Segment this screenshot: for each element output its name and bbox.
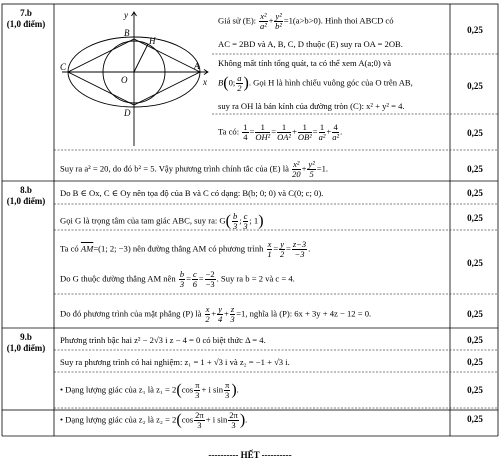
label-a: A (194, 61, 200, 71)
q7-r1-text-g: =1(a>b>0). Hình thoi ABCD có (283, 15, 394, 26)
q8-row4-line: Do đó phương trình của mặt phẳng (P) là $\frac{x}{2}$ + $\frac{y}{4}$ + $\frac{z}{3}$ =1, nghĩa là (P): 6x + 3y + 4z − 12 = 0. (60, 304, 372, 324)
q9-label (0, 332, 52, 354)
q7-row4-score: 0,25 (467, 164, 483, 174)
q9-row4-score: 0,25 (467, 414, 483, 424)
label-c: C (60, 62, 67, 72)
q7-label (0, 8, 52, 30)
q9-row2-score: 0,25 (467, 357, 483, 367)
label-y: y (124, 10, 128, 20)
q9-points: (1,0 điểm) (6, 343, 46, 353)
q8-label (0, 185, 52, 207)
q8-row1-score: 0,25 (467, 188, 483, 198)
q7-row2-line1: Không mất tính tổng quát, ta có thể xem A(a;0) và (218, 58, 392, 68)
q7-row1-line2: AC = 2BD và A, B, C, D thuộc (E) suy ra OA = 2OB. (218, 39, 403, 49)
q7-row2-line2: B(0; $\frac{a}{2}$ ). Gọi H là hình chiếu vuông góc của O trên AB, (218, 73, 413, 93)
q9-row3-line: • Dạng lượng giác của z₁ là z₁ = 2(cos $\frac{\pi}{3}$ + i sin $\frac{\pi}{3}$ ). (60, 380, 239, 400)
q7-points: (1,0 điểm) (6, 19, 46, 29)
ellipse-rhombus-figure (58, 6, 210, 148)
q7-row4-line: Suy ra a² = 20, do đó b² = 5. Vậy phương trình chính tắc của (E) là $\frac{\text{x²}}{20}$ + $\frac{\text{y²}}{5}$ =1. (60, 159, 329, 179)
q7-r1-plus: + (268, 15, 274, 26)
segment-oh (134, 44, 148, 72)
document-end-marker: ---------- HẾT ---------- (208, 450, 292, 460)
q8-row2-score: 0,25 (467, 213, 483, 223)
q7-row3-line: Ta có: $\frac{1}{4}$ = $\frac{1}{\text{OH²}}$ = $\frac{1}{\text{OA²}}$ + $\frac{1}{\text{OB²}}$ = $\frac{1}{\text{a²}}$ + $\frac{4}{\text{a²}}$ . (218, 122, 343, 142)
q7-r1-text-a: Giả sử (E): (218, 15, 257, 26)
q9-row1-line: Phương trình bậc hai z² − 2√3 i z − 4 = 0 có biệt thức Δ = 4. (60, 335, 266, 345)
q8-row4-score: 0,25 (467, 309, 483, 319)
label-b: B (124, 28, 130, 38)
vector-am: $\overline{AM}$ (80, 243, 94, 254)
label-h: H (149, 36, 156, 46)
label-o: O (121, 75, 128, 85)
q9-row2-line: Suy ra phương trình có hai nghiệm: z₁ = 1 + √3 i và z₂ = −1 + √3 i. (60, 357, 290, 367)
q8-row3-line2: Do G thuộc đường thẳng AM nên $\frac{b}{3}$ = $\frac{c}{6}$ = $\frac{-2}{-3}$ . Suy ra b = 2 và c = 4. (60, 269, 295, 289)
q8-row3-score: 0,25 (467, 258, 483, 268)
q7-row2-score: 0,25 (467, 81, 483, 91)
q7-row1-line1 (218, 12, 394, 31)
q8-points: (1,0 điểm) (6, 196, 46, 206)
q9-number: 9.b (20, 332, 32, 342)
q7-r1-frac-x: $\frac{\text{x²}}{\text{a²}}$ (259, 11, 267, 31)
q7-number: 7.b (20, 8, 32, 18)
q9-row4-line: • Dạng lượng giác của z₂ là z₂ = 2(cos $\frac{2\pi}{3}$ + i sin $\frac{2\pi}{3}$ ). (60, 410, 248, 430)
q7-r1-frac-y: $\frac{\text{y²}}{\text{b²}}$ (275, 11, 282, 31)
label-d: D (124, 108, 131, 118)
label-x: x (203, 77, 207, 87)
q7-row1-score: 0,25 (467, 25, 483, 35)
q8-row1-line: Do B ∈ Ox, C ∈ Oy nên tọa độ của B và C có dạng: B(b; 0; 0) và C(0; c; 0). (60, 188, 324, 198)
q7-row3-score: 0,25 (467, 128, 483, 138)
q7-row2-line3: suy ra OH là bán kính của đường tròn (C): x² + y² = 4. (218, 101, 405, 111)
q9-row3-score: 0,25 (467, 385, 483, 395)
q8-number: 8.b (20, 185, 32, 195)
q9-row1-score: 0,25 (467, 335, 483, 345)
q8-row2-line: Gọi G là trọng tâm của tam giác ABC, suy ra: G( $\frac{b}{3}$ ; $\frac{c}{3}$ ; 1) (60, 211, 264, 231)
q8-row3-line1: Ta có $\overline{AM}=(1$; 2; −3) nên đường thẳng AM có phương trình $\frac{x}{1}$ = $\frac{y}{2}$ = $\frac{z-3}{-3}$ . (60, 239, 311, 259)
